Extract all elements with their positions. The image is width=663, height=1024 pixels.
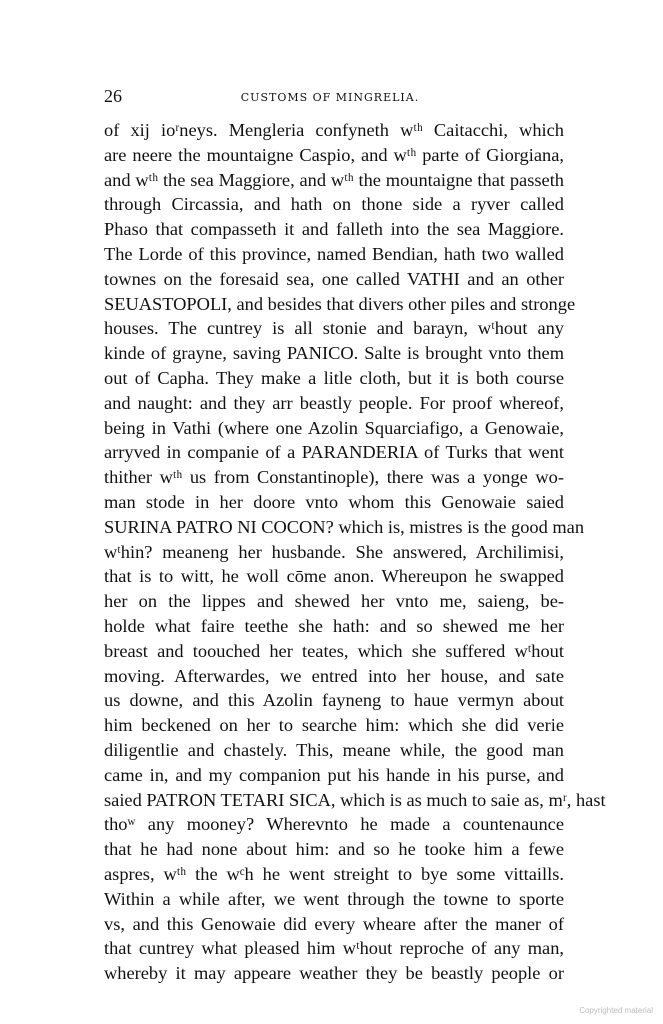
text-line: wᵗhin? meaneng her husbande. She answered, Archilimisi, bbox=[104, 541, 564, 562]
copyright-watermark: Copyrighted material bbox=[579, 1006, 653, 1015]
text-line: through Circassia, and hath on thone side a ryver called bbox=[104, 194, 564, 215]
text-line: saied PATRON TETARI SICA, which is as much to saie as, mʳ, hast bbox=[104, 789, 606, 810]
text-line: aspres, wᵗʰ the wᶜh he went streight to bye some vittaills. bbox=[104, 863, 564, 884]
text-line: that is to witt, he woll cōme anon. Whereupon he swapped bbox=[104, 566, 564, 587]
text-line: townes on the foresaid sea, one called VATHI and an other bbox=[104, 268, 564, 289]
text-line: houses. The cuntrey is all stonie and barayn, wᵗhout any bbox=[104, 318, 564, 339]
text-line: moving. Afterwardes, we entred into her house, and sate bbox=[104, 665, 564, 686]
text-line: thither wᵗʰ us from Constantinople), there was a yonge wo- bbox=[104, 467, 564, 488]
text-line: are neere the mountaigne Caspio, and wᵗʰ parte of Giorgiana, bbox=[104, 144, 564, 165]
text-line: man stode in her doore vnto whom this Genowaie saied bbox=[104, 491, 564, 512]
text-line: SEUASTOPOLI, and besides that divers other piles and stronge bbox=[104, 293, 576, 314]
text-line: diligentlie and chastely. This, meane while, the good man bbox=[104, 739, 564, 760]
text-line: that cuntrey what pleased him wᵗhout reproche of any man, bbox=[104, 938, 564, 959]
text-line: The Lorde of this province, named Bendian, hath two walled bbox=[104, 243, 564, 264]
text-line: vs, and this Genowaie did every wheare after the maner of bbox=[104, 913, 564, 934]
text-line: Phaso that compasseth it and falleth into the sea Maggiore. bbox=[104, 219, 564, 240]
text-line: breast and toouched her teates, which she suffered wᵗhout bbox=[104, 640, 564, 661]
text-line: came in, and my companion put his hande in his purse, and bbox=[104, 764, 564, 785]
text-line: that he had none about him: and so he tooke him a fewe bbox=[104, 839, 564, 860]
text-line: being in Vathi (where one Azolin Squarciafigo, a Genowaie, bbox=[104, 417, 564, 438]
text-line: and wᵗʰ the sea Maggiore, and wᵗʰ the mountaigne that passeth bbox=[104, 169, 564, 190]
text-line: out of Capha. They make a litle cloth, but it is both course bbox=[104, 367, 564, 388]
text-line: kinde of grayne, saving PANICO. Salte is brought vnto them bbox=[104, 343, 564, 364]
text-line: holde what faire teethe she hath: and so shewed me her bbox=[104, 615, 564, 636]
page-number: 26 bbox=[104, 86, 122, 106]
running-title: CUSTOMS OF MINGRELIA. bbox=[240, 91, 420, 104]
text-line: arryved in companie of a PARANDERIA of Turks that went bbox=[104, 442, 564, 463]
body-text bbox=[104, 118, 606, 986]
text-line: thoʷ any mooney? Wherevnto he made a countenaunce bbox=[104, 814, 564, 835]
text-line: her on the lippes and shewed her vnto me, saieng, be- bbox=[104, 591, 564, 612]
text-line: of xij ioʳneys. Mengleria confyneth wᵗʰ Caitacchi, which bbox=[104, 120, 564, 140]
text-line: him beckened on her to searche him: which she did verie bbox=[104, 715, 564, 736]
text-line: and naught: and they arr beastly people. For proof whereof, bbox=[104, 392, 564, 413]
text-line: whereby it may appeare weather they be beastly people or bbox=[104, 963, 564, 984]
text-line: us downe, and this Azolin fayneng to haue vermyn about bbox=[104, 690, 564, 711]
text-line: Within a while after, we went through the towne to sporte bbox=[104, 888, 564, 909]
text-line: SURINA PATRO NI COCON? which is, mistres is the good man bbox=[104, 516, 585, 537]
